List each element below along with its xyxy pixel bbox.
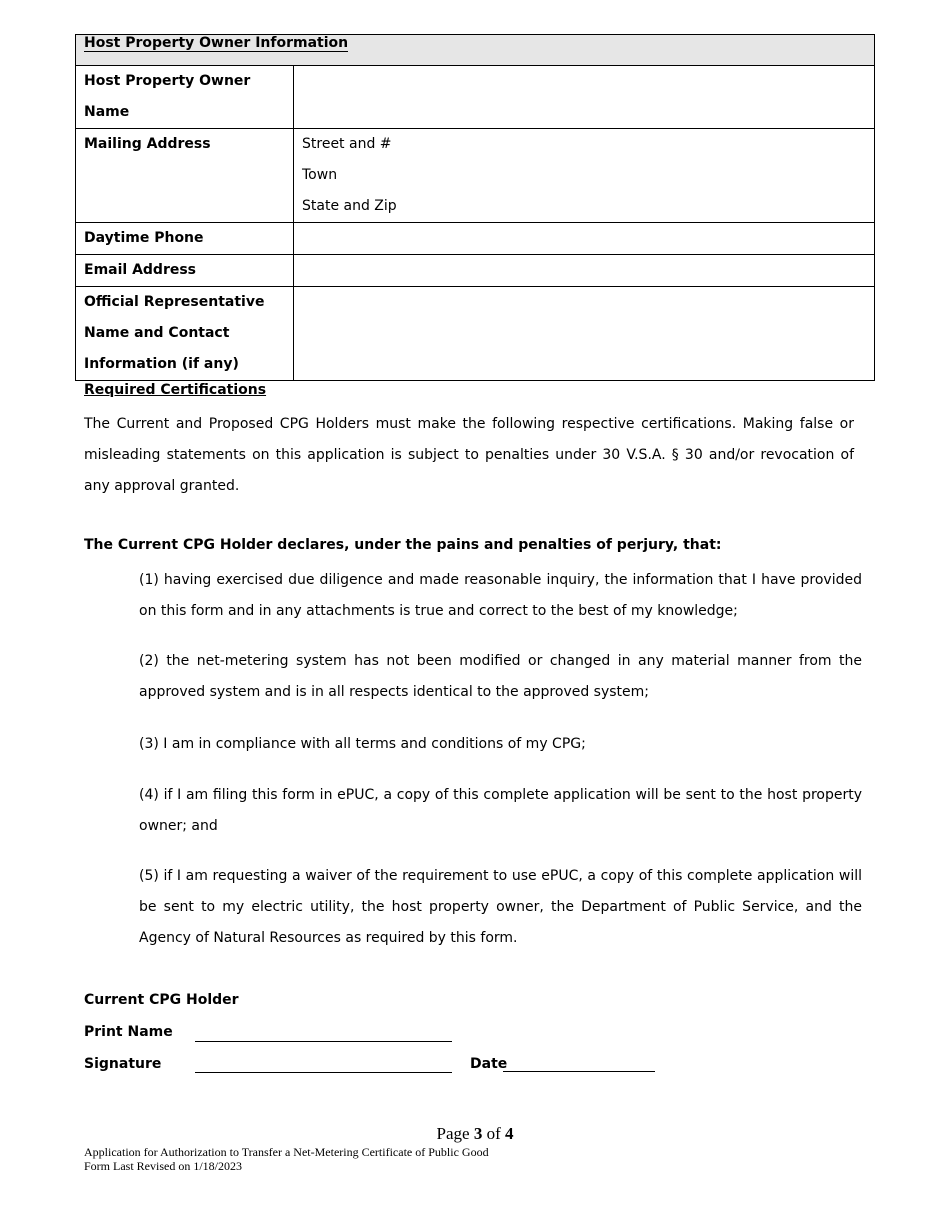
representative-label: Official Representative Name and Contact Information (if any) [76, 287, 294, 381]
state-zip-line[interactable]: State and Zip [302, 198, 397, 214]
certification-item-5: (5) if I am requesting a waiver of the requirement to use ePUC, a copy of this complete application will be sent to my electric utility, the host property owner, the Department of Public Service, and the Agency of Natural Resources as required by this form. [139, 868, 862, 946]
signature-line[interactable] [195, 1071, 452, 1073]
certification-item-4: (4) if I am filing this form in ePUC, a copy of this complete application will be sent to the host property owner; and [139, 787, 862, 834]
mailing-address-label: Mailing Address [76, 129, 294, 223]
certification-item-3: (3) I am in compliance with all terms and conditions of my CPG; [139, 736, 586, 752]
representative-field[interactable] [294, 287, 875, 381]
town-line[interactable]: Town [302, 167, 338, 183]
daytime-phone-field[interactable] [294, 223, 875, 255]
footer-revised: Form Last Revised on 1/18/2023 [84, 1159, 242, 1173]
footer-doc-title: Application for Authorization to Transfer a Net-Metering Certificate of Public Good [84, 1145, 489, 1159]
email-address-field[interactable] [294, 255, 875, 287]
required-certifications-title: Required Certifications [84, 382, 267, 398]
signature-label: Signature [84, 1056, 162, 1072]
certification-item-2: (2) the net-metering system has not been modified or changed in any material manner from the approved system and is in all respects identical to the approved system; [139, 653, 862, 700]
signature-block-title: Current CPG Holder [84, 992, 239, 1008]
email-address-label: Email Address [76, 255, 294, 287]
certification-item-1: (1) having exercised due diligence and made reasonable inquiry, the information that I have provided on this form and in any attachments is true and correct to the best of my knowledge; [139, 572, 862, 619]
certifications-intro: The Current and Proposed CPG Holders must make the following respective certifications. Making false or misleading statements on this application is subject to penalties under 30 V.S.A. § 30 and/or revocation of any approval granted. [84, 416, 854, 494]
mailing-address-field[interactable] [294, 129, 875, 223]
print-name-line[interactable] [195, 1040, 452, 1042]
street-line[interactable]: Street and # [302, 136, 392, 152]
page-total: 4 [504, 1124, 514, 1143]
page-number: Page 3 of 4 [436, 1124, 514, 1143]
page-current: 3 [473, 1124, 483, 1143]
date-label: Date [470, 1056, 508, 1072]
declaration-heading: The Current CPG Holder declares, under the pains and penalties of perjury, that: [84, 537, 722, 553]
daytime-phone-label: Daytime Phone [76, 223, 294, 255]
owner-name-label: Host Property Owner Name [76, 66, 294, 129]
table-header [76, 35, 875, 66]
host-owner-table [75, 34, 875, 381]
date-line[interactable] [503, 1071, 655, 1072]
owner-name-field[interactable] [294, 66, 875, 129]
table-header-title: Host Property Owner Information [84, 35, 349, 51]
print-name-label: Print Name [84, 1024, 173, 1040]
